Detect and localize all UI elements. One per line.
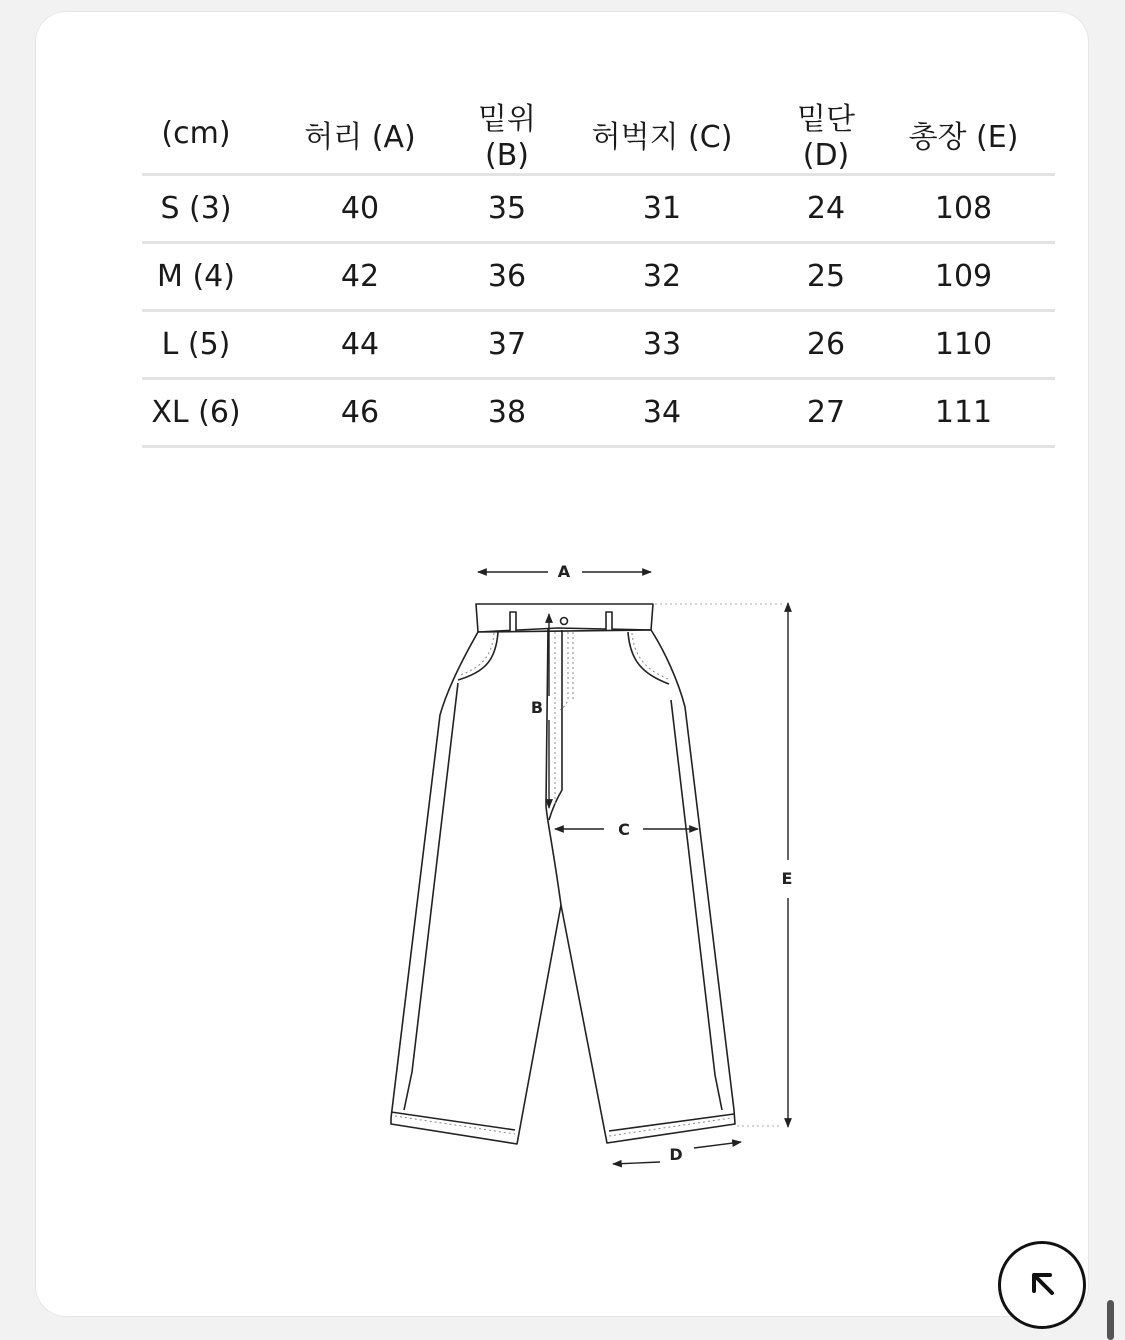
hem-value: 26 [780,311,872,379]
hem-value: 27 [780,379,872,447]
label-d: D [669,1145,683,1164]
rise-value: 37 [470,311,544,379]
waist-value: 46 [250,379,470,447]
rise-value: 36 [470,243,544,311]
thigh-value: 32 [544,243,780,311]
waist-value: 44 [250,311,470,379]
scroll-top-button[interactable] [998,1241,1086,1329]
header-length: 총장 (E) [872,94,1055,175]
scrollbar-thumb[interactable] [1107,1300,1114,1340]
size-label: M (4) [142,243,250,311]
thigh-value: 34 [544,379,780,447]
arrow-up-left-icon [1024,1267,1060,1303]
length-value: 109 [872,243,1055,311]
pants-outline [391,604,735,1144]
length-value: 108 [872,175,1055,243]
size-label: L (5) [142,311,250,379]
header-rise: 밑위 (B) [470,94,544,175]
hem-value: 24 [780,175,872,243]
thigh-value: 31 [544,175,780,243]
label-b: B [530,698,544,717]
rise-value: 38 [470,379,544,447]
size-label: XL (6) [142,379,250,447]
header-unit: (cm) [142,94,250,175]
thigh-value: 33 [544,311,780,379]
header-hem: 밑단 (D) [780,94,872,175]
label-c: C [618,820,630,839]
waist-value: 42 [250,243,470,311]
waist-value: 40 [250,175,470,243]
length-value: 111 [872,379,1055,447]
size-label: S (3) [142,175,250,243]
header-waist: 허리 (A) [250,94,470,175]
label-a: A [557,562,571,581]
hem-value: 25 [780,243,872,311]
rise-value: 35 [470,175,544,243]
label-e: E [781,869,793,888]
header-thigh: 허벅지 (C) [544,94,780,175]
length-value: 110 [872,311,1055,379]
